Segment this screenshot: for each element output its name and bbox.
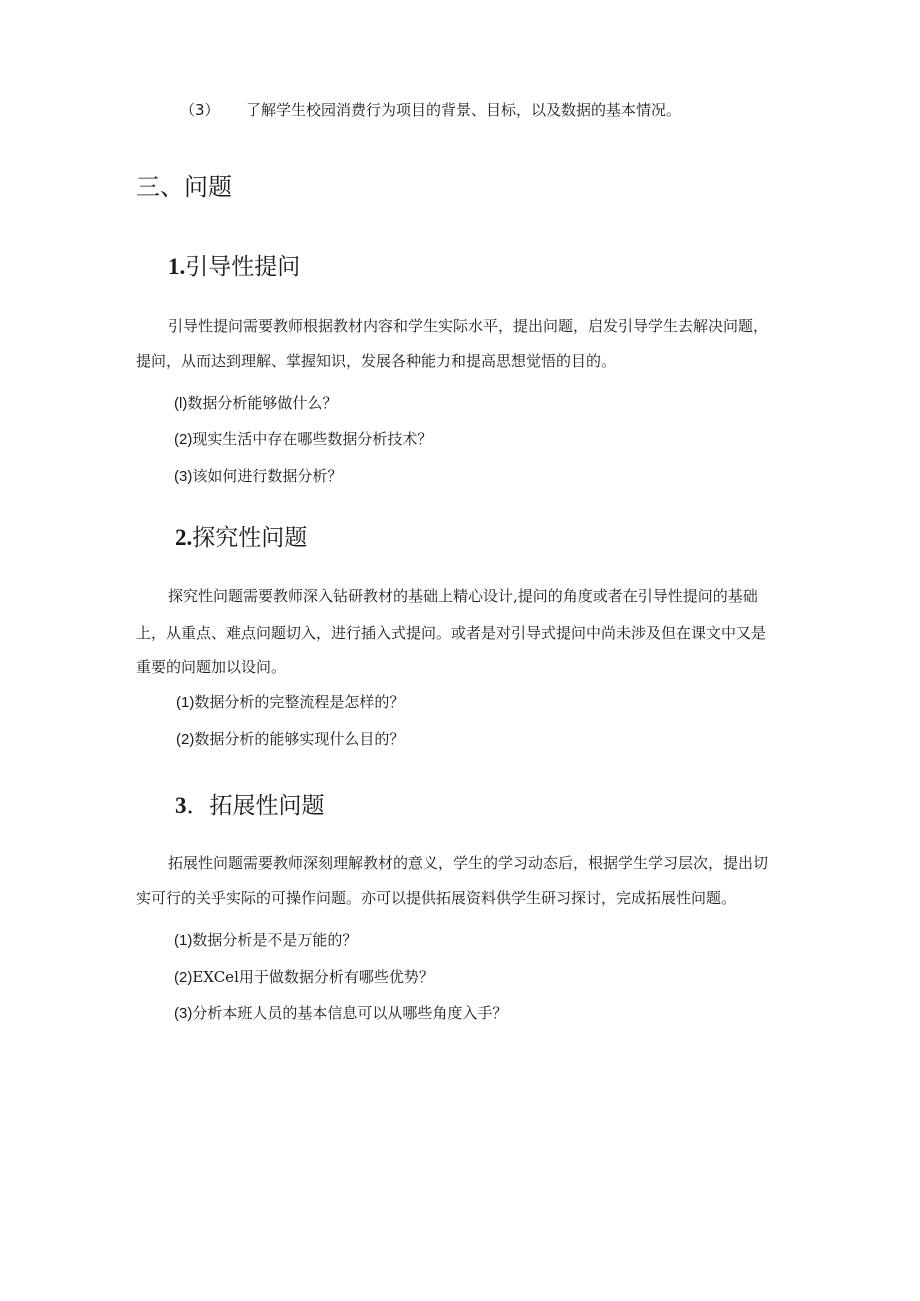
part2-question-1 xyxy=(176,692,404,713)
part3-paragraph-line2: 实可行的关乎实际的可操作问题。亦可以提供拓展资料供学生研习探讨，完成拓展性问题。 xyxy=(136,889,737,907)
intro-item-label: （3） xyxy=(180,101,220,119)
part2-paragraph-line3: 重要的问题加以设问。 xyxy=(136,658,287,676)
intro-item xyxy=(180,100,220,120)
part2-paragraph-line1: 探究性问题需要教师深入钻研教材的基础上精心设计,提问的角度或者在引导性提问的基础 xyxy=(168,587,758,605)
part3-number: 3 xyxy=(175,793,187,818)
intro-item-text: 了解学生校园消费行为项目的背景、目标，以及数据的基本情况。 xyxy=(246,101,682,119)
part3-heading xyxy=(175,791,325,821)
part2-heading xyxy=(175,523,307,553)
part3-question-3 xyxy=(174,1003,507,1024)
part2-number: 2. xyxy=(175,525,193,550)
question-label: (2) xyxy=(174,969,193,986)
part1-question-3 xyxy=(174,466,342,487)
part1-paragraph-line1: 引导性提问需要教师根据教材内容和学生实际水平，提出问题，启发引导学生去解决问题， xyxy=(168,317,769,335)
part1-number: 1. xyxy=(168,254,186,279)
question-text: 数据分析是不是万能的？ xyxy=(192,931,358,949)
part1-question-2 xyxy=(174,429,432,450)
part1-title: 引导性提问 xyxy=(185,254,301,280)
part3-paragraph-line1: 拓展性问题需要教师深刻理解教材的意义，学生的学习动态后，根据学生学习层次，提出切 xyxy=(168,854,769,872)
question-text: 分析本班人员的基本信息可以从哪些角度入手？ xyxy=(192,1004,508,1022)
part2-question-2 xyxy=(176,729,404,750)
part3-question-2 xyxy=(174,967,434,988)
part1-question-1 xyxy=(174,393,337,414)
question-text: EXCel用于做数据分析有哪些优势？ xyxy=(192,968,434,986)
question-label: (1) xyxy=(176,694,195,711)
part2-paragraph-line2: 上，从重点、难点问题切入，进行插入式提问。或者是对引导式提问中尚未涉及但在课文中又是 xyxy=(136,624,767,642)
part1-paragraph-line2: 提问，从而达到理解、掌握知识，发展各种能力和提高思想觉悟的目的。 xyxy=(136,352,617,370)
section-title: 三、问题 xyxy=(136,173,232,201)
question-label: (l) xyxy=(174,395,188,412)
question-label: (3) xyxy=(174,468,193,485)
part3-question-1 xyxy=(174,930,357,951)
part2-title: 探究性问题 xyxy=(192,525,308,551)
question-label: (2) xyxy=(176,731,195,748)
part3-title: ．拓展性问题 xyxy=(186,793,325,819)
question-text: 数据分析的能够实现什么目的？ xyxy=(194,730,405,748)
part1-heading xyxy=(168,252,300,282)
question-text: 数据分析能够做什么？ xyxy=(187,394,338,412)
question-label: (2) xyxy=(174,431,193,448)
question-label: (3) xyxy=(174,1005,193,1022)
question-label: (1) xyxy=(174,932,193,949)
question-text: 该如何进行数据分析？ xyxy=(192,467,343,485)
question-text: 现实生活中存在哪些数据分析技术？ xyxy=(192,430,433,448)
question-text: 数据分析的完整流程是怎样的？ xyxy=(194,693,405,711)
